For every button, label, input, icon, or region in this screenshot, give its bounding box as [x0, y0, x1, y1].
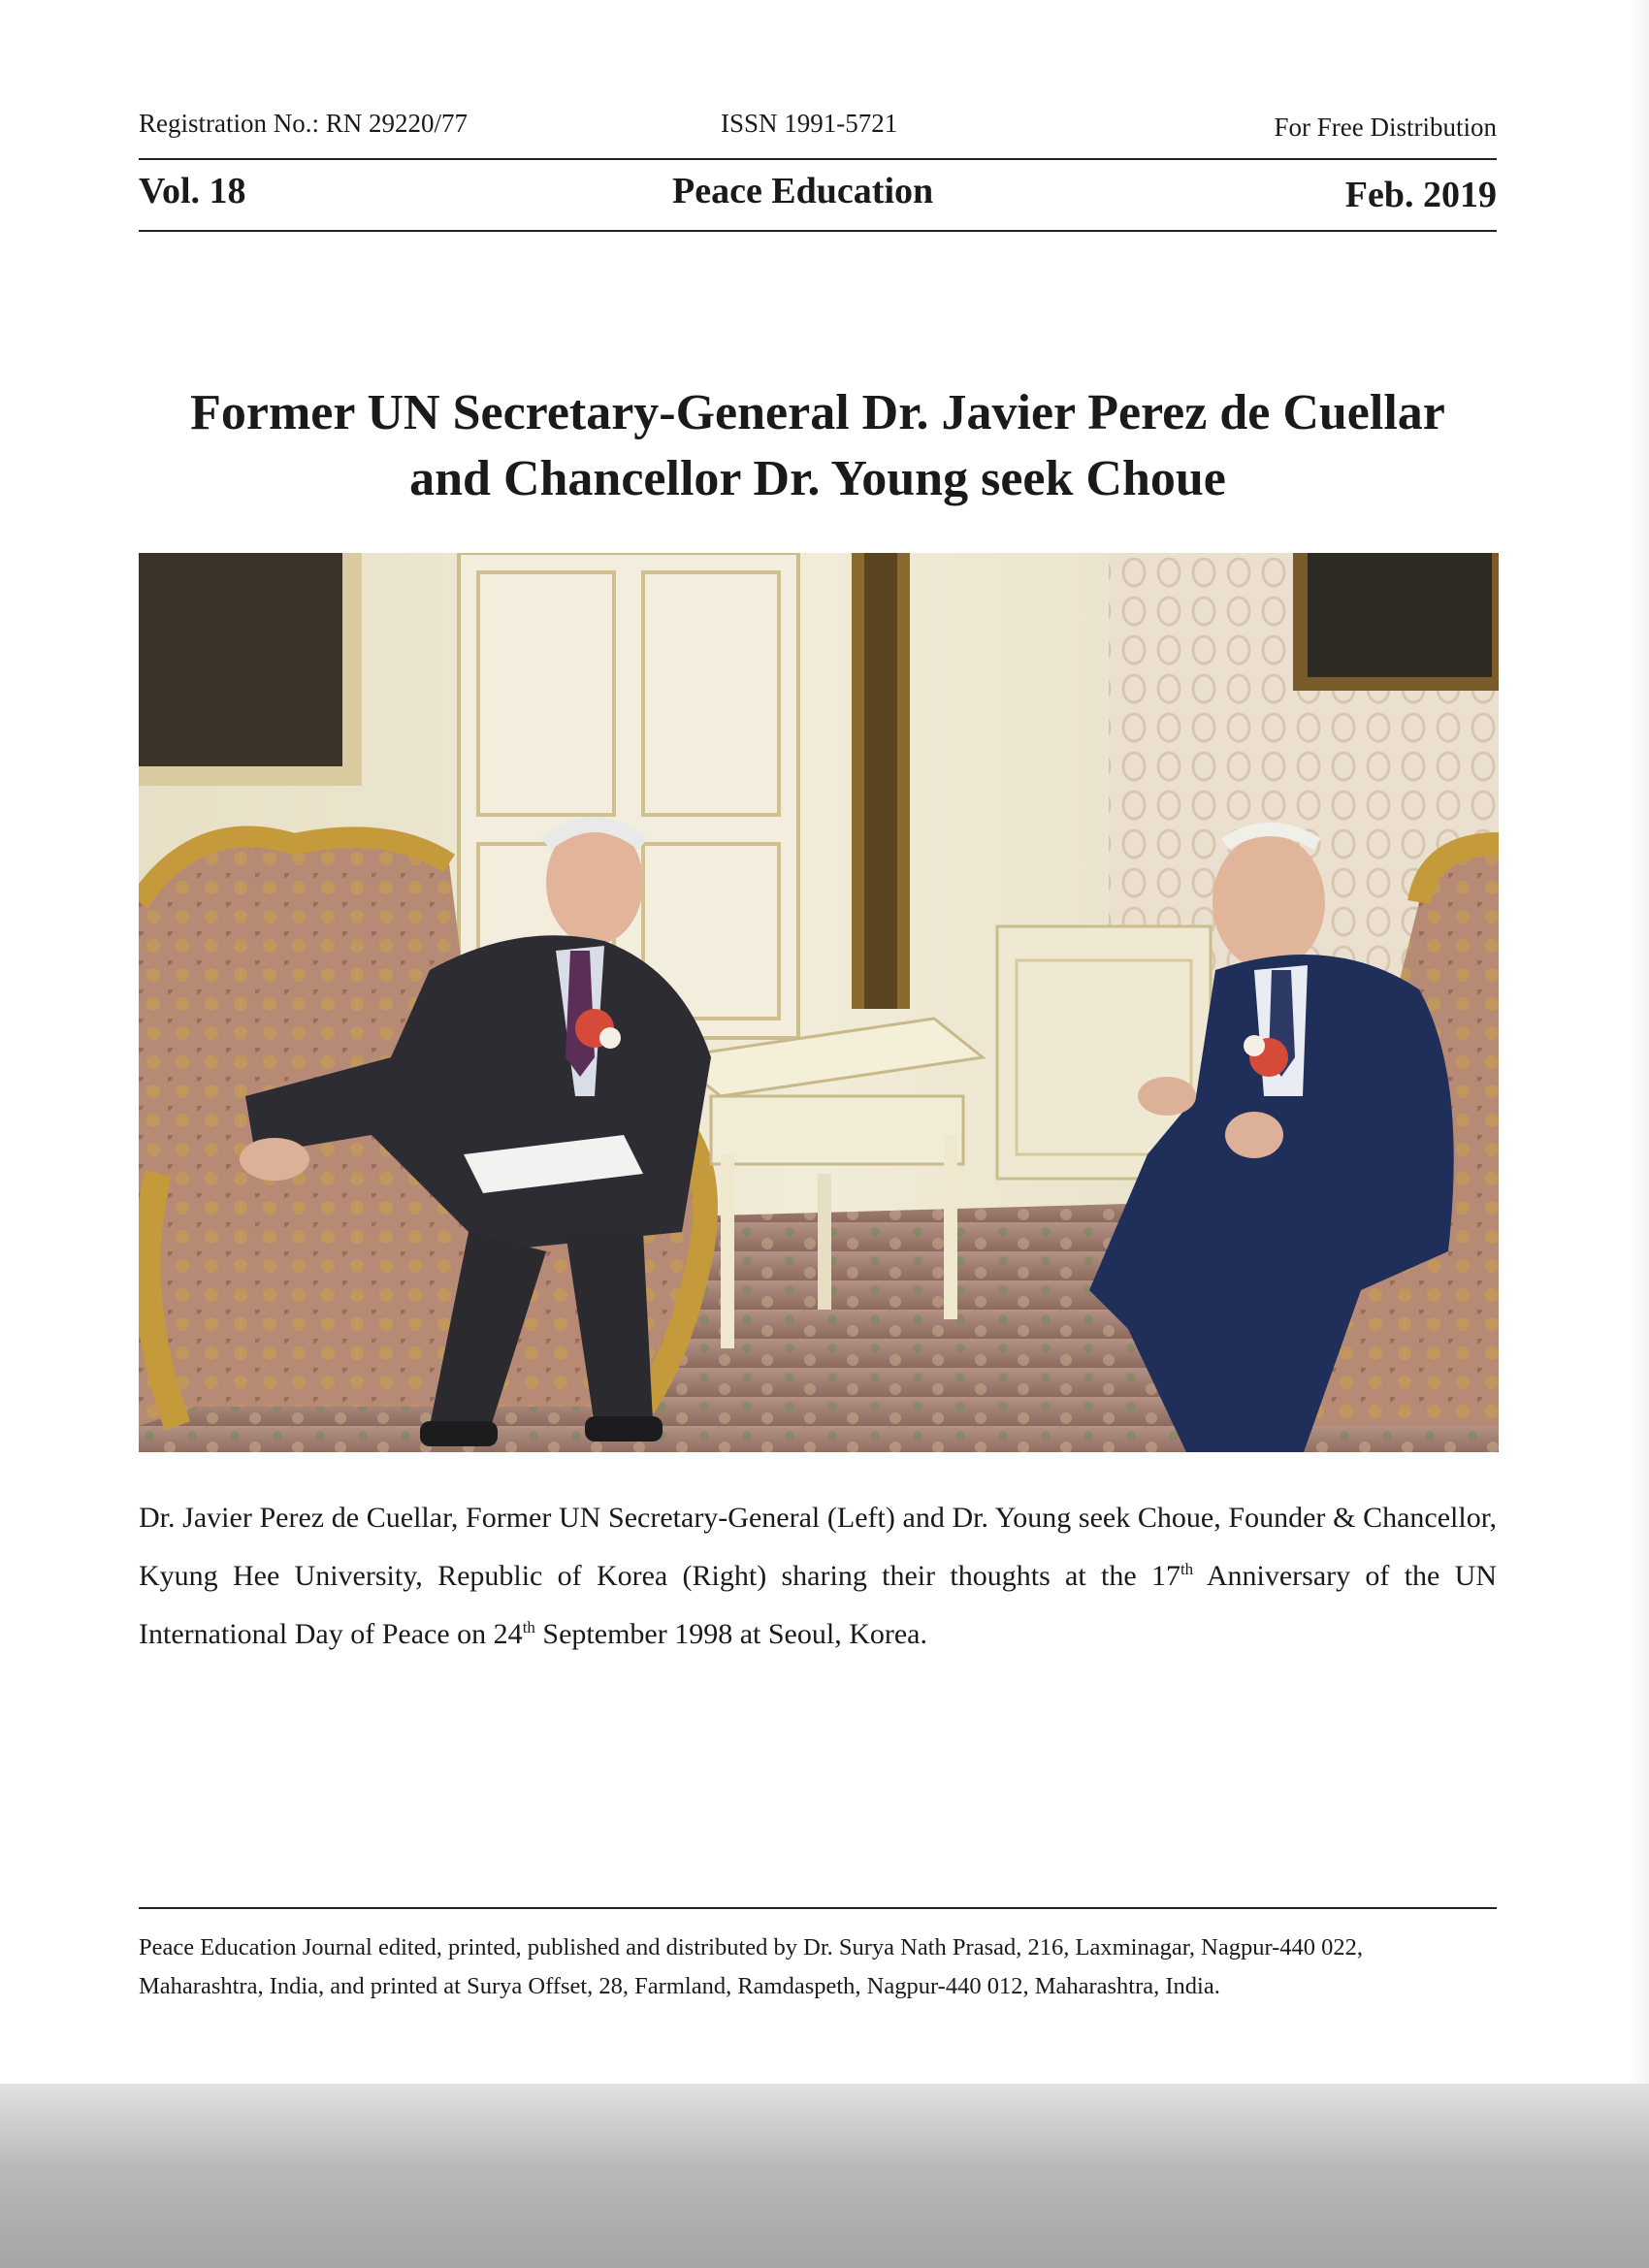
imprint-line-2: Maharashtra, India, and printed at Surya Offset, 28, Farmland, Ramdaspeth, Nagpur-440 012, Maharashtra, India.: [139, 1973, 1220, 1999]
caption-text-1: Dr. Javier Perez de Cuellar, Former UN Secretary-General (Left) and Dr. Young seek Choue, Founder & Chancellor, Kyung Hee University, Republic of Korea (Right) sharing their thoughts at the 17: [139, 1502, 1497, 1592]
scan-edge-right: [1630, 0, 1649, 2084]
imprint-line-1: Peace Education Journal edited, printed, published and distributed by Dr. Surya Nath Prasad, 216, Laxminagar, Nagpur-440 022,: [139, 1934, 1364, 1960]
footer-rule: [139, 1907, 1497, 1909]
masthead-title-row: [139, 170, 1497, 220]
meeting-photograph: [139, 553, 1499, 1452]
caption-superscript-1: th: [1180, 1560, 1194, 1578]
volume-label: Vol. 18: [139, 171, 246, 211]
journal-title: Peace Education: [672, 171, 934, 211]
publisher-imprint: [139, 1928, 1497, 2006]
page-headline: [139, 380, 1497, 512]
masthead-meta-row: [139, 109, 1497, 140]
registration-number: Registration No.: RN 29220/77: [139, 109, 468, 138]
issn-number: ISSN 1991-5721: [721, 109, 898, 138]
masthead-top-rule: [139, 158, 1497, 160]
headline-line-2: and Chancellor Dr. Young seek Choue: [409, 451, 1226, 506]
caption-text-2: Anniversary of the UN International Day of Peace on 24: [139, 1560, 1497, 1650]
photo-caption: [139, 1492, 1497, 1660]
issue-date: Feb. 2019: [1344, 175, 1497, 215]
masthead-bottom-rule: [139, 230, 1497, 232]
headline-line-1: Former UN Secretary-General Dr. Javier Perez de Cuellar: [190, 385, 1445, 440]
scan-background-bottom: [0, 2084, 1649, 2268]
distribution-note: For Free Distribution: [1274, 113, 1497, 142]
caption-text-3: September 1998 at Seoul, Korea.: [534, 1618, 927, 1650]
caption-superscript-2: th: [522, 1618, 535, 1636]
